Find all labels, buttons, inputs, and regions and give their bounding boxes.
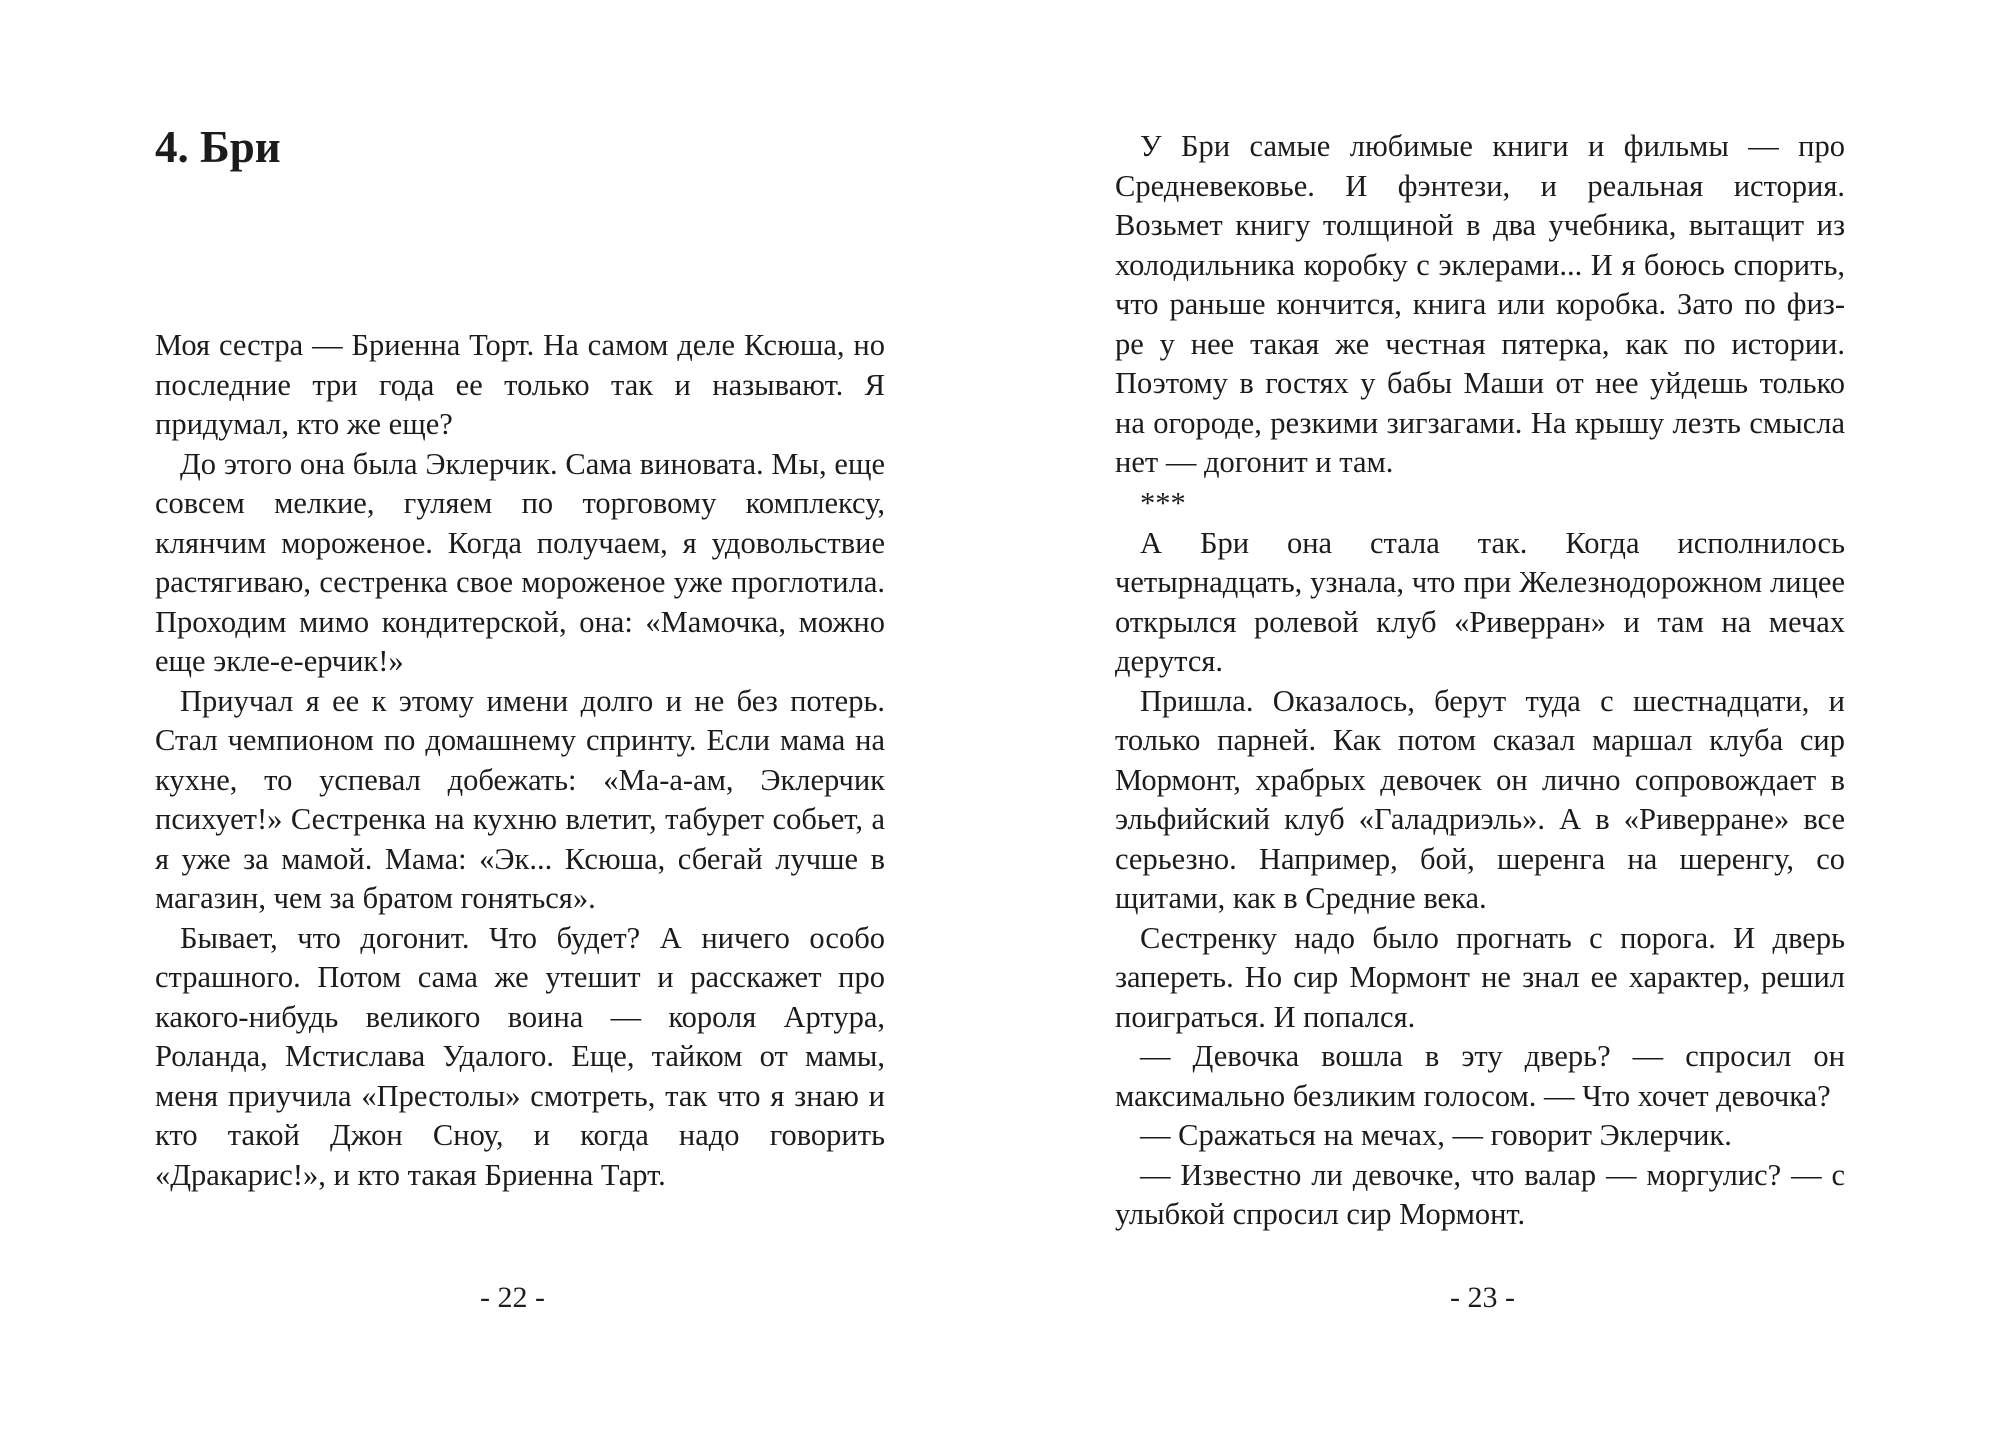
- right-page-text-top: [1115, 127, 1845, 483]
- paragraph: А Бри она стала так. Когда исполнилось четырнадцать, узнала, что при Железнодорожном лицее открылся ролевой клуб «Риверран» и там на мечах дерутся.: [1115, 525, 1845, 678]
- page-number: - 23 -: [1450, 1281, 1515, 1314]
- page-number: - 22 -: [480, 1281, 545, 1314]
- paragraph: До этого она была Эклерчик. Сама виновата. Мы, еще совсем мелкие, гуляем по торговому комплексу, клянчим мороженое. Когда получаем, я удовольствие растягиваю, сестренка свое мороженое уже проглотила. Проходим мимо кондитерской, она: «Мамочка, можно еще экле-е-ерчик!»: [155, 446, 885, 678]
- paragraph: Моя сестра — Бриенна Торт. На самом деле Ксюша, но последние три года ее только так и называют. Я придумал, кто же еще?: [155, 328, 885, 441]
- right-page: [1000, 0, 2000, 1435]
- right-page-text-bottom: [1115, 484, 1845, 1235]
- paragraph: — Девочка вошла в эту дверь? — спросил он максимально безликим голосом. — Что хочет девочка?: [1115, 1039, 1845, 1113]
- paragraph: Сестренку надо было прогнать с порога. И дверь запереть. Но сир Мормонт не знал ее характер, решил поиграться. И попался.: [1115, 920, 1845, 1034]
- left-page-text: [155, 326, 885, 1195]
- section-separator: ***: [1140, 486, 1186, 520]
- paragraph: — Известно ли девочке, что валар — моргулис? — с улыбкой спросил сир Мормонт.: [1115, 1157, 1845, 1231]
- paragraph: Приучал я ее к этому имени долго и не без потерь. Стал чемпионом по домашнему спринту. Если мама на кухне, то успевал добежать: «Ма-а-ам, Эклерчик психует!» Сестренка на кухню влетит, табурет собьет, а я уже за мамой. Мама: «Эк... Ксюша, сбегай лучше в магазин, чем за братом гоняться».: [155, 683, 885, 915]
- chapter-title: 4. Бри: [155, 122, 281, 172]
- paragraph: У Бри самые любимые книги и фильмы — про Средневековье. И фэнтези, и реальная история. Возьмет книгу толщиной в два учебника, вытащит из холодильника коробку с эклерами... И я боюсь спорить, что раньше кончится, книга или коробка. Зато по физ-ре у нее такая же честная пятерка, как по истории. Поэтому в гостях у бабы Маши от нее уйдешь только на огороде, резкими зигзагами. На крышу лезть смысла нет — догонит и там.: [1115, 129, 1845, 479]
- paragraph: Пришла. Оказалось, берут туда с шестнадцати, и только парней. Как потом сказал маршал клуба сир Мормонт, храбрых девочек он лично сопровождает в эльфийский клуб «Галадриэль». А в «Риверране» все серьезно. Например, бой, шеренга на шеренгу, со щитами, как в Средние века.: [1115, 683, 1845, 915]
- paragraph: Бывает, что догонит. Что будет? А ничего особо страшного. Потом сама же утешит и расскажет про какого-нибудь великого воина — короля Артура, Роланда, Мстислава Удалого. Еще, тайком от мамы, меня приучила «Престолы» смотреть, так что я знаю и кто такой Джон Сноу, и когда надо говорить «Дракарис!», и кто такая Бриенна Тарт.: [155, 920, 885, 1192]
- paragraph: — Сражаться на мечах, — говорит Эклерчик.: [1140, 1118, 1732, 1152]
